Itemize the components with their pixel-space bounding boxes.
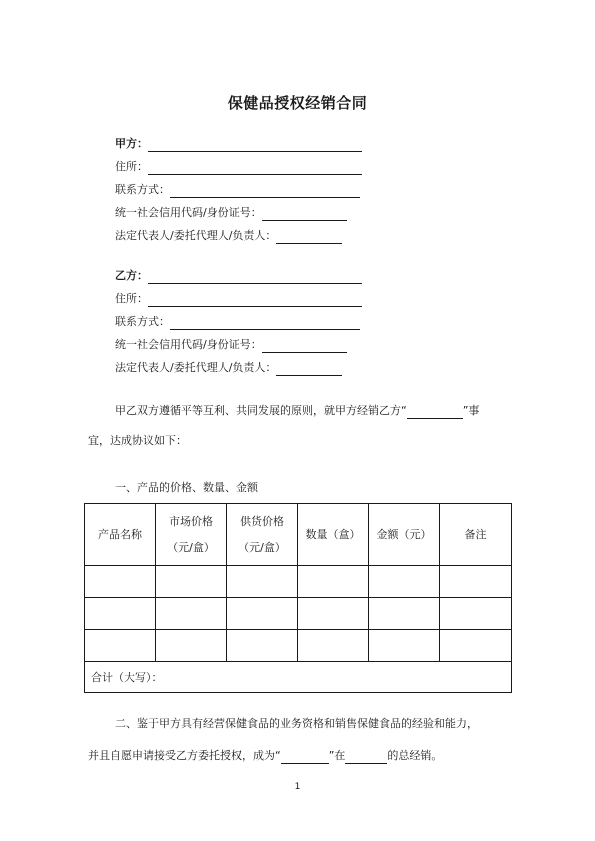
section-2-line-2 (88, 748, 442, 764)
party-b-id-label: 统一社会信用代码/身份证号： (115, 338, 262, 351)
party-b-rep-blank[interactable] (276, 362, 342, 376)
table-cell[interactable] (369, 598, 440, 630)
header-supply-price: 供货价格 （元/盒） (227, 504, 298, 566)
party-b-id-blank[interactable] (262, 339, 347, 353)
table-row (85, 630, 512, 662)
party-b-id-row (115, 337, 347, 353)
party-b-contact-blank[interactable] (170, 316, 360, 330)
table-cell[interactable] (440, 566, 512, 598)
header-quantity: 数量（盒） (298, 504, 369, 566)
header-market-price: 市场价格 （元/盒） (156, 504, 227, 566)
party-b-rep-row (115, 360, 342, 376)
party-a-address-label: 住所： (115, 160, 148, 173)
party-a-rep-label: 法定代表人/委托代理人/负责人： (115, 229, 277, 242)
table-row (85, 598, 512, 630)
table-cell[interactable] (227, 630, 298, 662)
total-amount-cell[interactable]: 合计（大写）： (85, 662, 512, 693)
page-number: 1 (294, 782, 301, 792)
table-cell[interactable] (369, 630, 440, 662)
party-a-contact-row (115, 182, 360, 198)
party-a-id-label: 统一社会信用代码/身份证号： (115, 206, 262, 219)
table-cell[interactable] (156, 630, 227, 662)
table-row (85, 566, 512, 598)
party-b-contact-label: 联系方式： (115, 315, 170, 328)
section-2-distributor-blank[interactable] (281, 751, 329, 764)
table-cell[interactable] (85, 630, 156, 662)
table-cell[interactable] (156, 598, 227, 630)
table-cell[interactable] (156, 566, 227, 598)
section-1-heading: 一、产品的价格、数量、金额 (115, 481, 258, 494)
section-2-text-c: 的总经销。 (387, 749, 443, 762)
party-a-contact-label: 联系方式： (115, 183, 170, 196)
section-2-text-b: ”在 (328, 749, 346, 762)
party-a-address-row (115, 159, 362, 175)
table-cell[interactable] (298, 598, 369, 630)
product-table (84, 503, 512, 693)
party-a-address-blank[interactable] (148, 161, 362, 175)
header-remarks: 备注 (440, 504, 512, 566)
table-cell[interactable] (298, 566, 369, 598)
table-cell[interactable] (227, 566, 298, 598)
table-cell[interactable] (369, 566, 440, 598)
intro-text-after: ”事 (462, 404, 480, 417)
intro-text-before: 甲乙双方遵循平等互利、共同发展的原则，就甲方经销乙方“ (115, 404, 407, 417)
party-a-id-row (115, 205, 347, 221)
table-cell[interactable] (85, 566, 156, 598)
table-cell[interactable] (440, 630, 512, 662)
table-cell[interactable] (85, 598, 156, 630)
header-amount: 金额（元） (369, 504, 440, 566)
party-a-blank[interactable] (148, 138, 362, 152)
party-a-row (115, 136, 362, 152)
party-b-label: 乙方： (115, 269, 148, 282)
table-header-row (85, 504, 512, 566)
intro-product-blank[interactable] (407, 406, 463, 419)
party-a-rep-row (115, 228, 342, 244)
header-product-name: 产品名称 (85, 504, 156, 566)
table-cell[interactable] (440, 598, 512, 630)
section-2-region-blank[interactable] (345, 751, 387, 764)
table-cell[interactable] (227, 598, 298, 630)
party-b-rep-label: 法定代表人/委托代理人/负责人： (115, 361, 277, 374)
table-cell[interactable] (298, 630, 369, 662)
party-a-label: 甲方： (115, 137, 148, 150)
party-b-blank[interactable] (148, 270, 362, 284)
contract-title: 保健品授权经销合同 (227, 94, 368, 112)
party-a-contact-blank[interactable] (170, 184, 360, 198)
section-2-text-a: 并且自愿申请接受乙方委托授权，成为“ (88, 749, 281, 762)
intro-line-2: 宜，达成协议如下： (88, 434, 187, 447)
intro-line-1 (115, 403, 479, 419)
table-total-row (85, 662, 512, 693)
party-b-contact-row (115, 314, 360, 330)
party-b-address-blank[interactable] (148, 293, 362, 307)
section-2-line-1: 二、鉴于甲方具有经营保健食品的业务资格和销售保健食品的经验和能力， (115, 717, 478, 730)
party-b-address-row (115, 291, 362, 307)
party-b-row (115, 268, 362, 284)
party-a-id-blank[interactable] (262, 207, 347, 221)
party-b-address-label: 住所： (115, 292, 148, 305)
party-a-rep-blank[interactable] (276, 230, 342, 244)
